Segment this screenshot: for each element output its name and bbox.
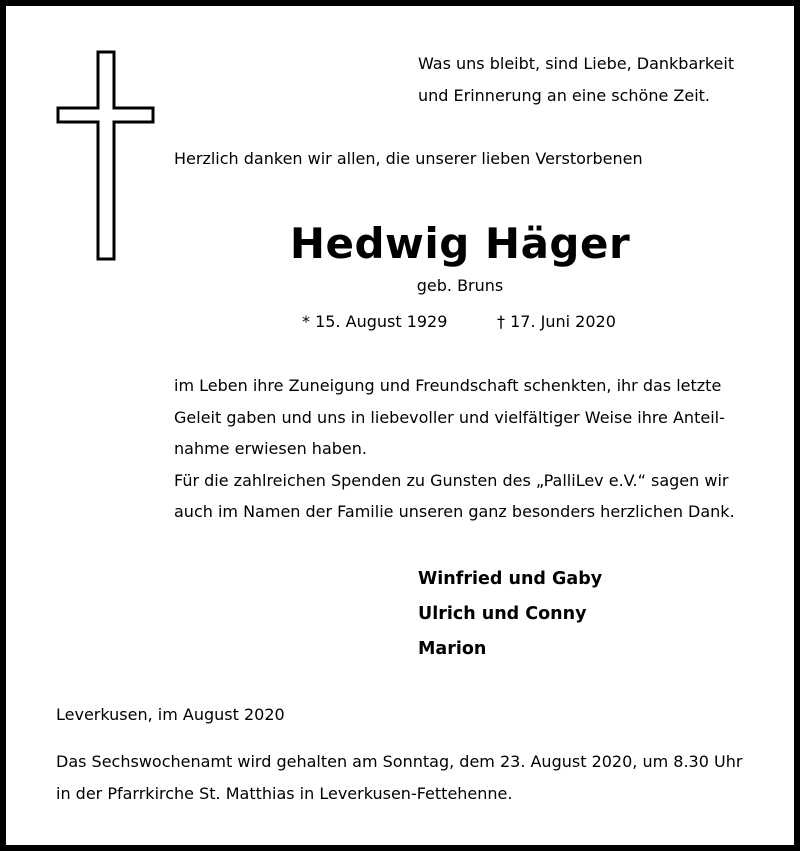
signer: Marion bbox=[418, 639, 487, 659]
quote-line: und Erinnerung an eine schöne Zeit. bbox=[418, 86, 711, 105]
service-line: Das Sechswochenamt wird gehalten am Sonntag, dem 23. August 2020, um 8.30 Uhr bbox=[56, 752, 743, 771]
signer: Winfried und Gaby bbox=[418, 569, 603, 589]
signers bbox=[418, 562, 602, 667]
signer: Ulrich und Conny bbox=[418, 604, 587, 624]
birth-name: geb. Bruns bbox=[416, 276, 504, 295]
quote-line: Was uns bleibt, sind Liebe, Dankbarkeit bbox=[418, 54, 735, 73]
thanks-body bbox=[174, 370, 735, 528]
body-line: im Leben ihre Zuneigung und Freundschaft schenkten, ihr das letzte bbox=[174, 376, 722, 395]
birth-date: * 15. August 1929 bbox=[302, 312, 448, 331]
thanks-intro: Herzlich danken wir allen, die unserer lieben Verstorbenen bbox=[174, 149, 643, 168]
body-line: Für die zahlreichen Spenden zu Gunsten des „PalliLev e.V.“ sagen wir bbox=[174, 470, 729, 490]
service-line: in der Pfarrkirche St. Matthias in Leverkusen-Fettehenne. bbox=[56, 784, 513, 803]
body-line: auch im Namen der Familie unseren ganz besonders herzlichen Dank. bbox=[174, 502, 735, 521]
place-date: Leverkusen, im August 2020 bbox=[56, 705, 285, 724]
memorial-quote bbox=[418, 48, 734, 112]
body-line: nahme erwiesen haben. bbox=[174, 439, 367, 458]
death-date: † 17. Juni 2020 bbox=[497, 312, 616, 331]
deceased-name: Hedwig Häger bbox=[289, 219, 631, 268]
body-line: Geleit gaben und uns in liebevoller und vielfältiger Weise ihre Anteil- bbox=[174, 407, 725, 427]
service-notice bbox=[56, 746, 742, 810]
